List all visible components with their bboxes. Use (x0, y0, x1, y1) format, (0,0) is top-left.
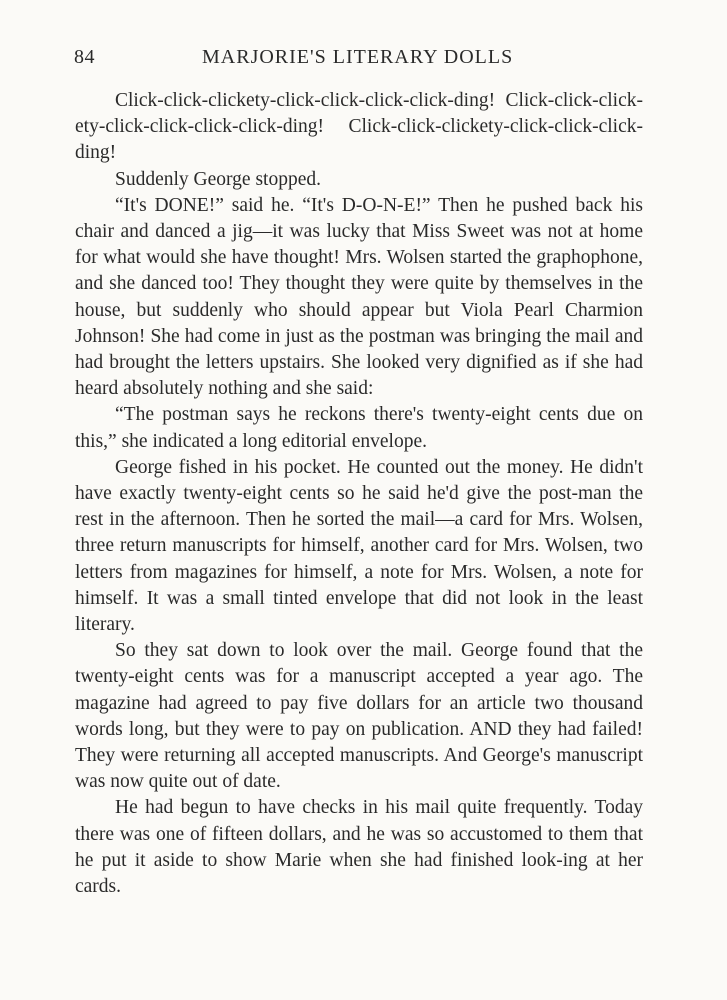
paragraph: “The postman says he reckons there's twenty-eight cents due on this,” she indicated a long editorial envelope. (75, 404, 643, 452)
paragraph: So they sat down to look over the mail. George found that the twenty-eight cents was for a manuscript accepted a year ago. The magazine had agreed to pay five dollars for an article two thousand words long, but they were to pay on publication. AND they had failed! They were returning all accepted manuscripts. And George's manuscript was now quite out of date. (75, 640, 643, 793)
body-text (75, 88, 643, 900)
paragraph: Suddenly George stopped. (115, 168, 321, 190)
paragraph: “It's DONE!” said he. “It's D-O-N-E!” Then he pushed back his chair and danced a jig—it was lucky that Miss Sweet was not at home for what would she have thought! Mrs. Wolsen started the graphophone, and she danced too! They thought they were quite by themselves in the house, but suddenly who should appear but Viola Pearl Charmion Johnson! She had come in just as the postman was bringing the mail and had brought the letters upstairs. She looked very dignified as if she had heard absolutely nothing and she said: (75, 194, 643, 400)
running-title: MARJORIE'S LITERARY DOLLS (202, 46, 514, 68)
page-number: 84 (74, 46, 95, 68)
paragraph: George fished in his pocket. He counted out the money. He didn't have exactly twenty-eight cents so he said he'd give the post-man the rest in the afternoon. Then he sorted the mail—a card for Mrs. Wolsen, three return manuscripts for himself, another card for Mrs. Wolsen, two letters from magazines for himself, a note for Mrs. Wolsen, a note for himself. It was a small tinted envelope that did not look in the least literary. (75, 456, 643, 636)
running-head (74, 46, 644, 74)
paragraph: Click-click-clickety-click-click-click-click-ding! Click-click-click-ety-click-click-click-click-ding! Click-click-clickety-click-click-click-ding! (75, 90, 643, 164)
paragraph: He had begun to have checks in his mail quite frequently. Today there was one of fifteen dollars, and he was so accustomed to them that he put it aside to show Marie when she had finished look-ing at her cards. (75, 797, 643, 898)
